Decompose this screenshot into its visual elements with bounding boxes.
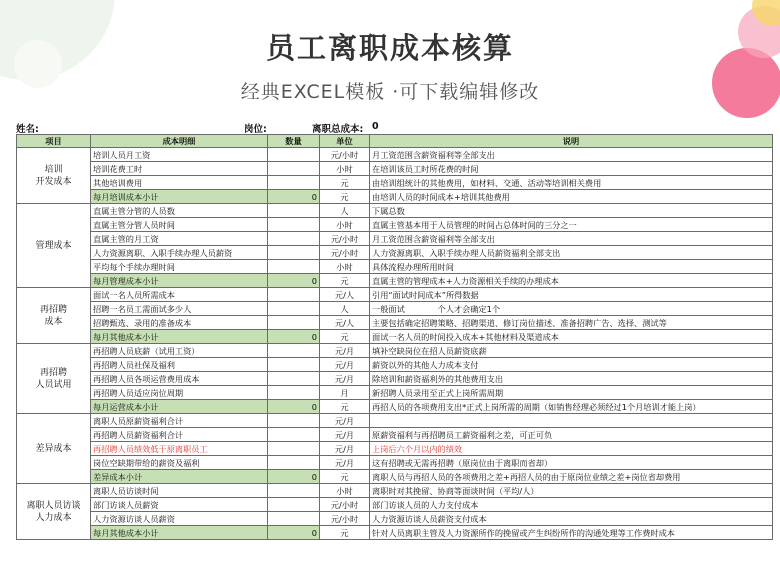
table-row	[17, 316, 773, 330]
detail-cell[interactable]: 离职人员访谈时间	[91, 484, 268, 498]
table-row	[17, 484, 773, 498]
description-cell[interactable]: 由培训组统计的其他费用，如材料、交通、活动等培训相关费用	[370, 176, 773, 190]
detail-cell[interactable]: 离职人员原薪资福利合计	[91, 414, 268, 428]
unit-cell[interactable]: 元/人	[320, 288, 370, 302]
description-cell[interactable]: 填补空缺岗位在招人员薪资底薪	[370, 344, 773, 358]
table-row	[17, 218, 773, 232]
unit-cell[interactable]: 元/月	[320, 372, 370, 386]
detail-cell[interactable]: 面试一名人员所需成本	[91, 288, 268, 302]
description-cell[interactable]: 直属主管基本用于人员管理的时间占总体时间的三分之一	[370, 218, 773, 232]
detail-cell[interactable]: 再招聘人员社保及福利	[91, 358, 268, 372]
description-cell[interactable]: 人力资源离职、入职手续办理人员薪资福利全部支出	[370, 246, 773, 260]
table-row	[17, 176, 773, 190]
description-cell[interactable]: 由培训人员的时间成本+培训其他费用	[370, 190, 773, 204]
table-row	[17, 498, 773, 512]
detail-cell[interactable]: 每月管理成本小计	[91, 274, 268, 288]
col-header-project: 项目	[17, 135, 91, 148]
total-cost-value: 0	[372, 121, 379, 132]
quantity-cell[interactable]	[268, 386, 320, 400]
unit-cell[interactable]: 元/月	[320, 414, 370, 428]
table-row	[17, 288, 773, 302]
unit-cell[interactable]: 元	[320, 176, 370, 190]
quantity-cell[interactable]: 0	[268, 330, 320, 344]
detail-cell[interactable]: 招聘一名员工需面试多少人	[91, 302, 268, 316]
unit-cell[interactable]: 小时	[320, 162, 370, 176]
unit-cell[interactable]: 元/月	[320, 428, 370, 442]
description-cell[interactable]: 在培训该员工时所花费的时间	[370, 162, 773, 176]
unit-cell[interactable]: 元/小时	[320, 232, 370, 246]
detail-cell[interactable]: 培训人员月工资	[91, 148, 268, 162]
detail-cell[interactable]: 培训花费工时	[91, 162, 268, 176]
detail-cell[interactable]: 招聘甄选、录用的准备成本	[91, 316, 268, 330]
name-label: 姓名:	[16, 124, 39, 135]
table-body	[17, 148, 773, 540]
description-cell[interactable]: 人力资源访谈人员薪资支付成本	[370, 512, 773, 526]
detail-cell[interactable]: 人力资源访谈人员薪资	[91, 512, 268, 526]
category-cell[interactable]: 再招聘 成本	[17, 288, 91, 344]
description-cell[interactable]	[370, 414, 773, 428]
table-header-row	[17, 135, 773, 148]
table-row	[17, 190, 773, 204]
detail-cell[interactable]: 再招聘人员适应岗位周期	[91, 386, 268, 400]
description-cell[interactable]: 部门访谈人员的人力支付成本	[370, 498, 773, 512]
description-cell[interactable]: 离职时对其挽留、协商等面谈时间（平均/人）	[370, 484, 773, 498]
unit-cell[interactable]: 人	[320, 204, 370, 218]
unit-cell[interactable]: 元	[320, 526, 370, 540]
unit-cell[interactable]: 月	[320, 386, 370, 400]
total-cost-label: 离职总成本:	[312, 124, 364, 135]
unit-cell[interactable]: 元/小时	[320, 512, 370, 526]
table-row	[17, 526, 773, 540]
description-cell[interactable]: 上岗后六个月以内的绩效	[370, 442, 773, 456]
table-row	[17, 414, 773, 428]
description-cell[interactable]: 针对人员离职主管及人力资源所作的挽留或产生纠纷所作的沟通处理等工作费时成本	[370, 526, 773, 540]
table-row	[17, 512, 773, 526]
cost-table	[16, 134, 773, 540]
table-row	[17, 470, 773, 484]
unit-cell[interactable]: 小时	[320, 484, 370, 498]
col-header-desc: 说明	[370, 135, 773, 148]
quantity-cell[interactable]	[268, 232, 320, 246]
detail-cell[interactable]: 人力资源离职、入职手续办理人员薪资	[91, 246, 268, 260]
table-row	[17, 232, 773, 246]
description-cell[interactable]: 面试一名人员的时间投入成本+其他材料及渠道成本	[370, 330, 773, 344]
quantity-cell[interactable]	[268, 246, 320, 260]
quantity-cell[interactable]	[268, 148, 320, 162]
detail-cell[interactable]: 每月其他成本小计	[91, 526, 268, 540]
page-title: 员工离职成本核算	[265, 31, 514, 65]
table-row	[17, 302, 773, 316]
detail-cell[interactable]: 其他培训费用	[91, 176, 268, 190]
description-cell[interactable]: 除培训和薪资福利外的其他费用支出	[370, 372, 773, 386]
detail-cell[interactable]: 直属主管分管的人员数	[91, 204, 268, 218]
quantity-cell[interactable]	[268, 358, 320, 372]
description-cell[interactable]: 新招聘人员录用至正式上岗所需周期	[370, 386, 773, 400]
quantity-cell[interactable]	[268, 204, 320, 218]
unit-cell[interactable]: 元/人	[320, 316, 370, 330]
table-row	[17, 372, 773, 386]
quantity-cell[interactable]: 0	[268, 400, 320, 414]
quantity-cell[interactable]	[268, 176, 320, 190]
detail-cell[interactable]: 岗位空缺期带给的薪资及福利	[91, 456, 268, 470]
description-cell[interactable]: 直属主管的管理成本+人力资源相关手续的办理成本	[370, 274, 773, 288]
description-cell[interactable]: 再招人员的各项费用支出*正式上岗所需的周期（如销售经理必须经过1个月培训才能上岗）	[370, 400, 773, 414]
category-cell[interactable]: 差异成本	[17, 414, 91, 484]
quantity-cell[interactable]: 0	[268, 470, 320, 484]
quantity-cell[interactable]	[268, 428, 320, 442]
quantity-cell[interactable]	[268, 414, 320, 428]
detail-cell[interactable]: 直属主管的月工资	[91, 232, 268, 246]
detail-cell[interactable]: 再招聘人员薪资福利合计	[91, 428, 268, 442]
table-row	[17, 162, 773, 176]
description-cell[interactable]: 一般面试 个人才会确定1个	[370, 302, 773, 316]
detail-cell[interactable]: 每月培训成本小计	[91, 190, 268, 204]
quantity-cell[interactable]	[268, 260, 320, 274]
unit-cell[interactable]: 元/月	[320, 456, 370, 470]
table-row	[17, 428, 773, 442]
info-row	[16, 121, 772, 133]
description-cell[interactable]: 引用“面试时间成本”所得数据	[370, 288, 773, 302]
quantity-cell[interactable]	[268, 442, 320, 456]
unit-cell[interactable]: 元	[320, 190, 370, 204]
col-header-detail: 成本明细	[91, 135, 268, 148]
quantity-cell[interactable]	[268, 344, 320, 358]
quantity-cell[interactable]	[268, 162, 320, 176]
quantity-cell[interactable]	[268, 498, 320, 512]
detail-cell[interactable]: 再招聘人员底薪（试用工资）	[91, 344, 268, 358]
quantity-cell[interactable]	[268, 218, 320, 232]
detail-cell[interactable]: 每月运营成本小计	[91, 400, 268, 414]
table-row	[17, 344, 773, 358]
quantity-cell[interactable]	[268, 288, 320, 302]
description-cell[interactable]: 具体流程办理所用时间	[370, 260, 773, 274]
unit-cell[interactable]: 元	[320, 274, 370, 288]
unit-cell[interactable]: 元/小时	[320, 498, 370, 512]
unit-cell[interactable]: 元/月	[320, 358, 370, 372]
detail-cell[interactable]: 再招聘人员各项运营费用成本	[91, 372, 268, 386]
quantity-cell[interactable]	[268, 484, 320, 498]
quantity-cell[interactable]: 0	[268, 190, 320, 204]
quantity-cell[interactable]: 0	[268, 526, 320, 540]
unit-cell[interactable]: 元/小时	[320, 246, 370, 260]
unit-cell[interactable]: 元/小时	[320, 148, 370, 162]
category-cell[interactable]: 培训 开发成本	[17, 148, 91, 204]
table-row	[17, 456, 773, 470]
category-cell[interactable]: 管理成本	[17, 204, 91, 288]
description-cell[interactable]: 月工资范围含薪资福利等全部支出	[370, 232, 773, 246]
unit-cell[interactable]: 元	[320, 470, 370, 484]
table-row	[17, 274, 773, 288]
table-row	[17, 204, 773, 218]
detail-cell[interactable]: 直属主管分管人员时间	[91, 218, 268, 232]
page-subtitle: 经典EXCEL模板 ·可下载编辑修改	[240, 81, 540, 103]
quantity-cell[interactable]: 0	[268, 274, 320, 288]
unit-cell[interactable]: 元	[320, 400, 370, 414]
category-cell[interactable]: 再招聘 人员试用	[17, 344, 91, 414]
table-row	[17, 358, 773, 372]
description-cell[interactable]: 离职人员与再招人员的各项费用之差+再招人员的由于原岗位业绩之差+岗位省却费用	[370, 470, 773, 484]
table-row	[17, 148, 773, 162]
description-cell[interactable]: 这有招聘或无需再招聘（原岗位由于离职而省却）	[370, 456, 773, 470]
description-cell[interactable]: 主要包括确定招聘策略、招聘渠道、修订岗位描述、准备招聘广告、选择、测试等	[370, 316, 773, 330]
quantity-cell[interactable]	[268, 512, 320, 526]
detail-cell[interactable]: 再招聘人员绩效低于原离职员工	[91, 442, 268, 456]
table-row	[17, 260, 773, 274]
description-cell[interactable]: 原薪资福利与再招聘员工薪资福利之差，可正可负	[370, 428, 773, 442]
table-row	[17, 246, 773, 260]
unit-cell[interactable]: 元	[320, 330, 370, 344]
table-row	[17, 330, 773, 344]
table-row	[17, 386, 773, 400]
col-header-unit: 单位	[320, 135, 370, 148]
unit-cell[interactable]: 小时	[320, 260, 370, 274]
unit-cell[interactable]: 元/月	[320, 442, 370, 456]
category-cell[interactable]: 离职人员访谈 人力成本	[17, 484, 91, 540]
col-header-qty: 数量	[268, 135, 320, 148]
description-cell[interactable]: 下属总数	[370, 204, 773, 218]
table-row	[17, 400, 773, 414]
description-cell[interactable]: 薪资以外的其他人力成本支付	[370, 358, 773, 372]
position-label: 岗位:	[244, 124, 267, 135]
description-cell[interactable]: 月工资范围含薪资福利等全部支出	[370, 148, 773, 162]
detail-cell[interactable]: 每月其他成本小计	[91, 330, 268, 344]
table-row	[17, 442, 773, 456]
quantity-cell[interactable]	[268, 302, 320, 316]
unit-cell[interactable]: 元/月	[320, 344, 370, 358]
detail-cell[interactable]: 平均每个手续办理时间	[91, 260, 268, 274]
quantity-cell[interactable]	[268, 372, 320, 386]
quantity-cell[interactable]	[268, 316, 320, 330]
quantity-cell[interactable]	[268, 456, 320, 470]
unit-cell[interactable]: 小时	[320, 218, 370, 232]
detail-cell[interactable]: 部门访谈人员薪资	[91, 498, 268, 512]
detail-cell[interactable]: 差异成本小计	[91, 470, 268, 484]
unit-cell[interactable]: 人	[320, 302, 370, 316]
